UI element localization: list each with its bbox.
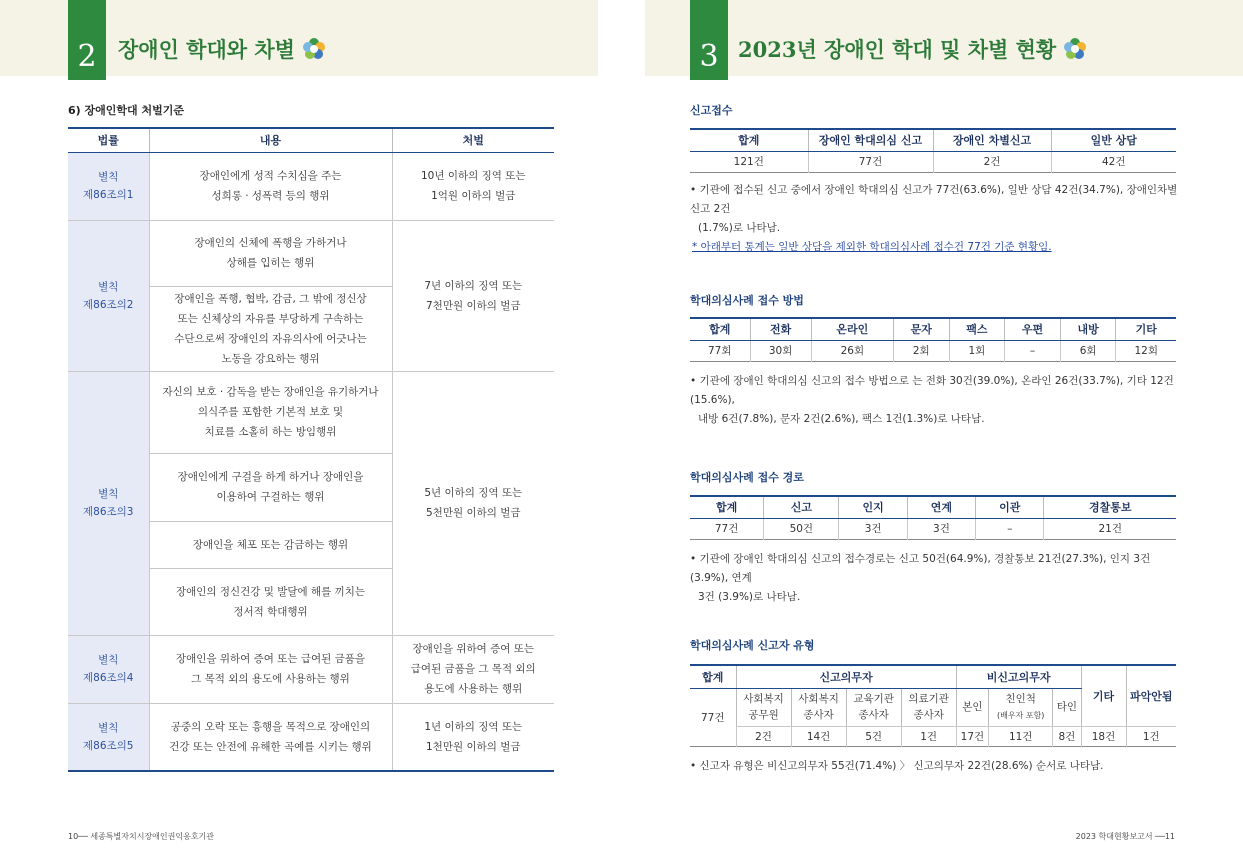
cell: – (1005, 340, 1061, 361)
th-sub (1053, 688, 1081, 726)
penalty-text: 1년 이하의 징역 또는 (424, 720, 523, 733)
cell: 1건 (901, 726, 956, 746)
content-cell (149, 568, 392, 635)
cell: 30회 (750, 340, 811, 361)
content-text: 수단으로써 장애인의 자유의사에 어긋나는 (174, 332, 367, 345)
content-text: 공중의 오락 또는 흥행을 목적으로 장애인의 (170, 720, 371, 733)
page-footer-left: 10── 세종특별자치시장애인권익옹호기관 (68, 832, 215, 841)
law-cell (68, 220, 149, 371)
law-text: 제86조의3 (83, 506, 134, 518)
chapter-number-right: 3 (690, 0, 728, 80)
th-sub-line: 종사자 (803, 709, 834, 721)
th: 우편 (1005, 318, 1061, 340)
law-cell (68, 703, 149, 771)
content-cell (149, 220, 392, 286)
penalty-text: 급여된 금품을 그 목적 외의 (410, 663, 536, 675)
content-text: 장애인을 폭행, 협박, 감금, 그 밖에 정신상 (174, 292, 367, 305)
s2-note (690, 372, 1180, 429)
penalty-table (68, 127, 554, 772)
content-text: 상해를 입히는 행위 (226, 257, 315, 269)
law-text: 제86조의5 (83, 739, 134, 752)
th-sub (989, 688, 1053, 726)
th-sub-line: 의료기관 (908, 693, 949, 705)
section-subhead: 6) 장애인학대 처벌기준 (68, 104, 184, 117)
th: 내방 (1060, 318, 1116, 340)
th: 신고 (764, 496, 839, 518)
content-text: 장애인을 체포 또는 감금하는 행위 (192, 538, 349, 551)
penalty-text: 용도에 사용하는 행위 (424, 683, 523, 695)
law-text: 별칙 (98, 654, 119, 666)
report-table (690, 128, 1176, 173)
chapter-title-right (738, 34, 1086, 64)
th: 합계 (690, 496, 764, 518)
s2-title: 학대의심사례 접수 방법 (690, 294, 804, 307)
table-row (68, 220, 554, 286)
table-row (68, 152, 554, 220)
content-cell (149, 152, 392, 220)
th-unknown: 파악안됨 (1126, 665, 1176, 726)
cell: 3건 (839, 518, 907, 539)
table-row (68, 703, 554, 771)
chapter-title (118, 34, 325, 64)
cell: 5건 (846, 726, 901, 746)
th-sub (791, 688, 846, 726)
content-text: 장애인의 신체에 폭행을 가하거나 (194, 237, 347, 249)
th-sub-line: 친인척 (1005, 692, 1036, 705)
cell: 121건 (733, 156, 764, 168)
route-table (690, 495, 1176, 540)
content-text: 장애인에게 성적 수치심을 주는 (199, 170, 342, 182)
law-text: 별칙 (98, 721, 119, 734)
note-line: • 기관에 장애인 학대의심 신고의 접수 방법으로 는 전화 30건(39.0%), 온라인 26건(33.7%), 기타 12건(15.6%), (690, 375, 1174, 406)
content-cell (149, 635, 392, 703)
content-text: 그 목적 외의 용도에 사용하는 행위 (191, 673, 350, 685)
cell: 1건 (1126, 726, 1176, 746)
th-sub-line: 종사자 (858, 709, 889, 721)
cell: 8건 (1053, 726, 1081, 746)
th-sub-line: 사회복지 (798, 693, 839, 705)
note-footnote: * 아래부터 통계는 일반 상담을 제외한 학대의심사례 접수건 77건 기준 현황임. (692, 241, 1052, 253)
chapter-number: 2 (68, 0, 106, 80)
penalty-text: 5년 이하의 징역 또는 (424, 487, 523, 499)
table-row (68, 635, 554, 703)
chapter-title-right-text: 2023년 장애인 학대 및 차별 현황 (738, 37, 1057, 62)
th: 장애인 학대의심 신고 (808, 129, 933, 151)
th: 경찰통보 (1044, 496, 1176, 518)
law-cell (68, 152, 149, 220)
cell: 6회 (1060, 340, 1116, 361)
col-law: 법률 (68, 128, 149, 152)
th-sub-line: 사회복지 (743, 693, 784, 705)
th-sub-line: 종사자 (913, 709, 944, 721)
content-cell (149, 453, 392, 521)
law-text: 별칙 (98, 280, 119, 293)
page-footer-right: 2023 학대현황보고서 ──11 (1075, 832, 1175, 841)
law-text: 제86조의2 (83, 298, 134, 311)
cell: 26회 (811, 340, 893, 361)
penalty-cell (392, 635, 554, 703)
th-sub-line: 공무원 (748, 709, 779, 721)
content-text: 노동을 강요하는 행위 (221, 352, 320, 365)
flower-icon (303, 38, 325, 60)
th: 일반 상담 (1051, 129, 1176, 151)
penalty-cell (392, 703, 554, 771)
penalty-text: 장애인을 위하여 증여 또는 (412, 643, 535, 655)
th: 장애인 차별신고 (933, 129, 1051, 151)
content-cell (149, 286, 392, 371)
th: 합계 (690, 129, 808, 151)
law-cell (68, 635, 149, 703)
law-text: 별칙 (98, 488, 119, 500)
penalty-cell (392, 220, 554, 371)
s4-title: 학대의심사례 신고자 유형 (690, 639, 815, 652)
cell: 12회 (1116, 340, 1176, 361)
col-penalty: 처벌 (392, 128, 554, 152)
th-sub (846, 688, 901, 726)
cell: 2건 (736, 726, 791, 746)
content-text: 성희롱 · 성폭력 등의 행위 (211, 190, 330, 202)
law-cell (68, 371, 149, 635)
note-line: (1.7%)로 나타남. (698, 222, 781, 234)
method-table (690, 317, 1176, 362)
cell: 2회 (893, 340, 949, 361)
s3-note (690, 550, 1180, 607)
s3-title: 학대의심사례 접수 경로 (690, 471, 804, 484)
content-text: 정서적 학대행위 (233, 605, 308, 618)
penalty-text: 10년 이하의 징역 또는 (420, 170, 526, 182)
th-etc: 기타 (1081, 665, 1126, 726)
penalty-text: 5천만원 이하의 벌금 (426, 507, 521, 519)
s1-note (690, 181, 1180, 257)
th: 전화 (750, 318, 811, 340)
content-cell (149, 371, 392, 453)
note-line: 3건 (3.9%)로 나타남. (698, 591, 801, 603)
cell: 42건 (1051, 151, 1176, 172)
th-sub-line: 타인 (1056, 701, 1078, 713)
s1-title: 신고접수 (690, 104, 733, 117)
th: 합계 (690, 318, 750, 340)
table-row (68, 371, 554, 453)
th: 연계 (907, 496, 975, 518)
th-sub (956, 688, 988, 726)
content-text: 건강 또는 안전에 유해한 곡예를 시키는 행위 (169, 740, 372, 753)
s4-note: • 신고자 유형은 비신고의무자 55건(71.4%) 〉 신고의무자 22건(28.6%) 순서로 나타남. (690, 760, 1104, 772)
law-text: 제86조의1 (83, 189, 134, 201)
cell: 11건 (989, 726, 1053, 746)
cell: 77회 (707, 345, 732, 357)
col-content: 내용 (149, 128, 392, 152)
content-text: 또는 신체상의 자유를 부당하게 구속하는 (177, 312, 364, 325)
content-text: 의식주를 포함한 기본적 보호 및 (197, 406, 344, 418)
th-mandatory: 신고의무자 (736, 665, 956, 688)
th: 기타 (1116, 318, 1176, 340)
cell: – (976, 518, 1044, 539)
penalty-text: 1억원 이하의 벌금 (431, 190, 516, 202)
content-text: 치료를 소홀히 하는 방임행위 (204, 426, 337, 438)
content-cell (149, 521, 392, 568)
cell: 50건 (764, 518, 839, 539)
content-text: 이용하여 구걸하는 행위 (216, 491, 325, 503)
penalty-cell (392, 152, 554, 220)
th: 온라인 (811, 318, 893, 340)
cell: 77건 (714, 523, 739, 535)
penalty-text: 7천만원 이하의 벌금 (426, 299, 521, 312)
content-text: 장애인을 위하여 증여 또는 급여된 금품을 (175, 653, 366, 665)
chapter-title-text: 장애인 학대와 차별 (118, 37, 295, 62)
th-sub (736, 688, 791, 726)
cell: 3건 (907, 518, 975, 539)
law-text: 제86조의4 (83, 672, 134, 684)
th-sub-line: 교육기관 (853, 693, 894, 705)
penalty-text: 1천만원 이하의 벌금 (426, 740, 521, 753)
cell: 21건 (1044, 518, 1176, 539)
th: 인지 (839, 496, 907, 518)
th: 문자 (893, 318, 949, 340)
total-cell: 77건 (700, 711, 725, 724)
cell: 14건 (791, 726, 846, 746)
cell: 77건 (808, 151, 933, 172)
content-text: 장애인의 정신건강 및 발달에 해를 끼치는 (175, 585, 366, 598)
cell: 17건 (956, 726, 988, 746)
reporter-table (690, 664, 1176, 747)
content-text: 자신의 보호 · 감독을 받는 장애인을 유기하거나 (162, 386, 379, 398)
th-sub (901, 688, 956, 726)
th: 팩스 (949, 318, 1005, 340)
note-line: • 기관에 장애인 학대의심 신고의 접수경로는 신고 50건(64.9%), 경찰통보 21건(27.3%), 인지 3건(3.9%), 연계 (690, 553, 1151, 584)
th-total: 합계 (690, 665, 736, 688)
penalty-cell (392, 371, 554, 635)
content-text: 장애인에게 구걸을 하게 하거나 장애인을 (177, 471, 364, 483)
cell: 1회 (949, 340, 1005, 361)
note-line: • 기관에 접수된 신고 중에서 장애인 학대의심 신고가 77건(63.6%), 일반 상담 42건(34.7%), 장애인차별신고 2건 (690, 184, 1178, 215)
th-nonmandatory: 비신고의무자 (956, 665, 1081, 688)
law-text: 별칙 (98, 171, 119, 183)
penalty-text: 7년 이하의 징역 또는 (424, 279, 523, 292)
flower-icon (1064, 38, 1086, 60)
cell: 2건 (933, 151, 1051, 172)
th: 이관 (976, 496, 1044, 518)
note-line: 내방 6건(7.8%), 문자 2건(2.6%), 팩스 1건(1.3%)로 나타남. (698, 413, 985, 425)
content-cell (149, 703, 392, 771)
th-sub-note: (배우자 포함) (996, 710, 1045, 720)
cell: 18건 (1081, 726, 1126, 746)
th-sub-line: 본인 (962, 701, 983, 713)
